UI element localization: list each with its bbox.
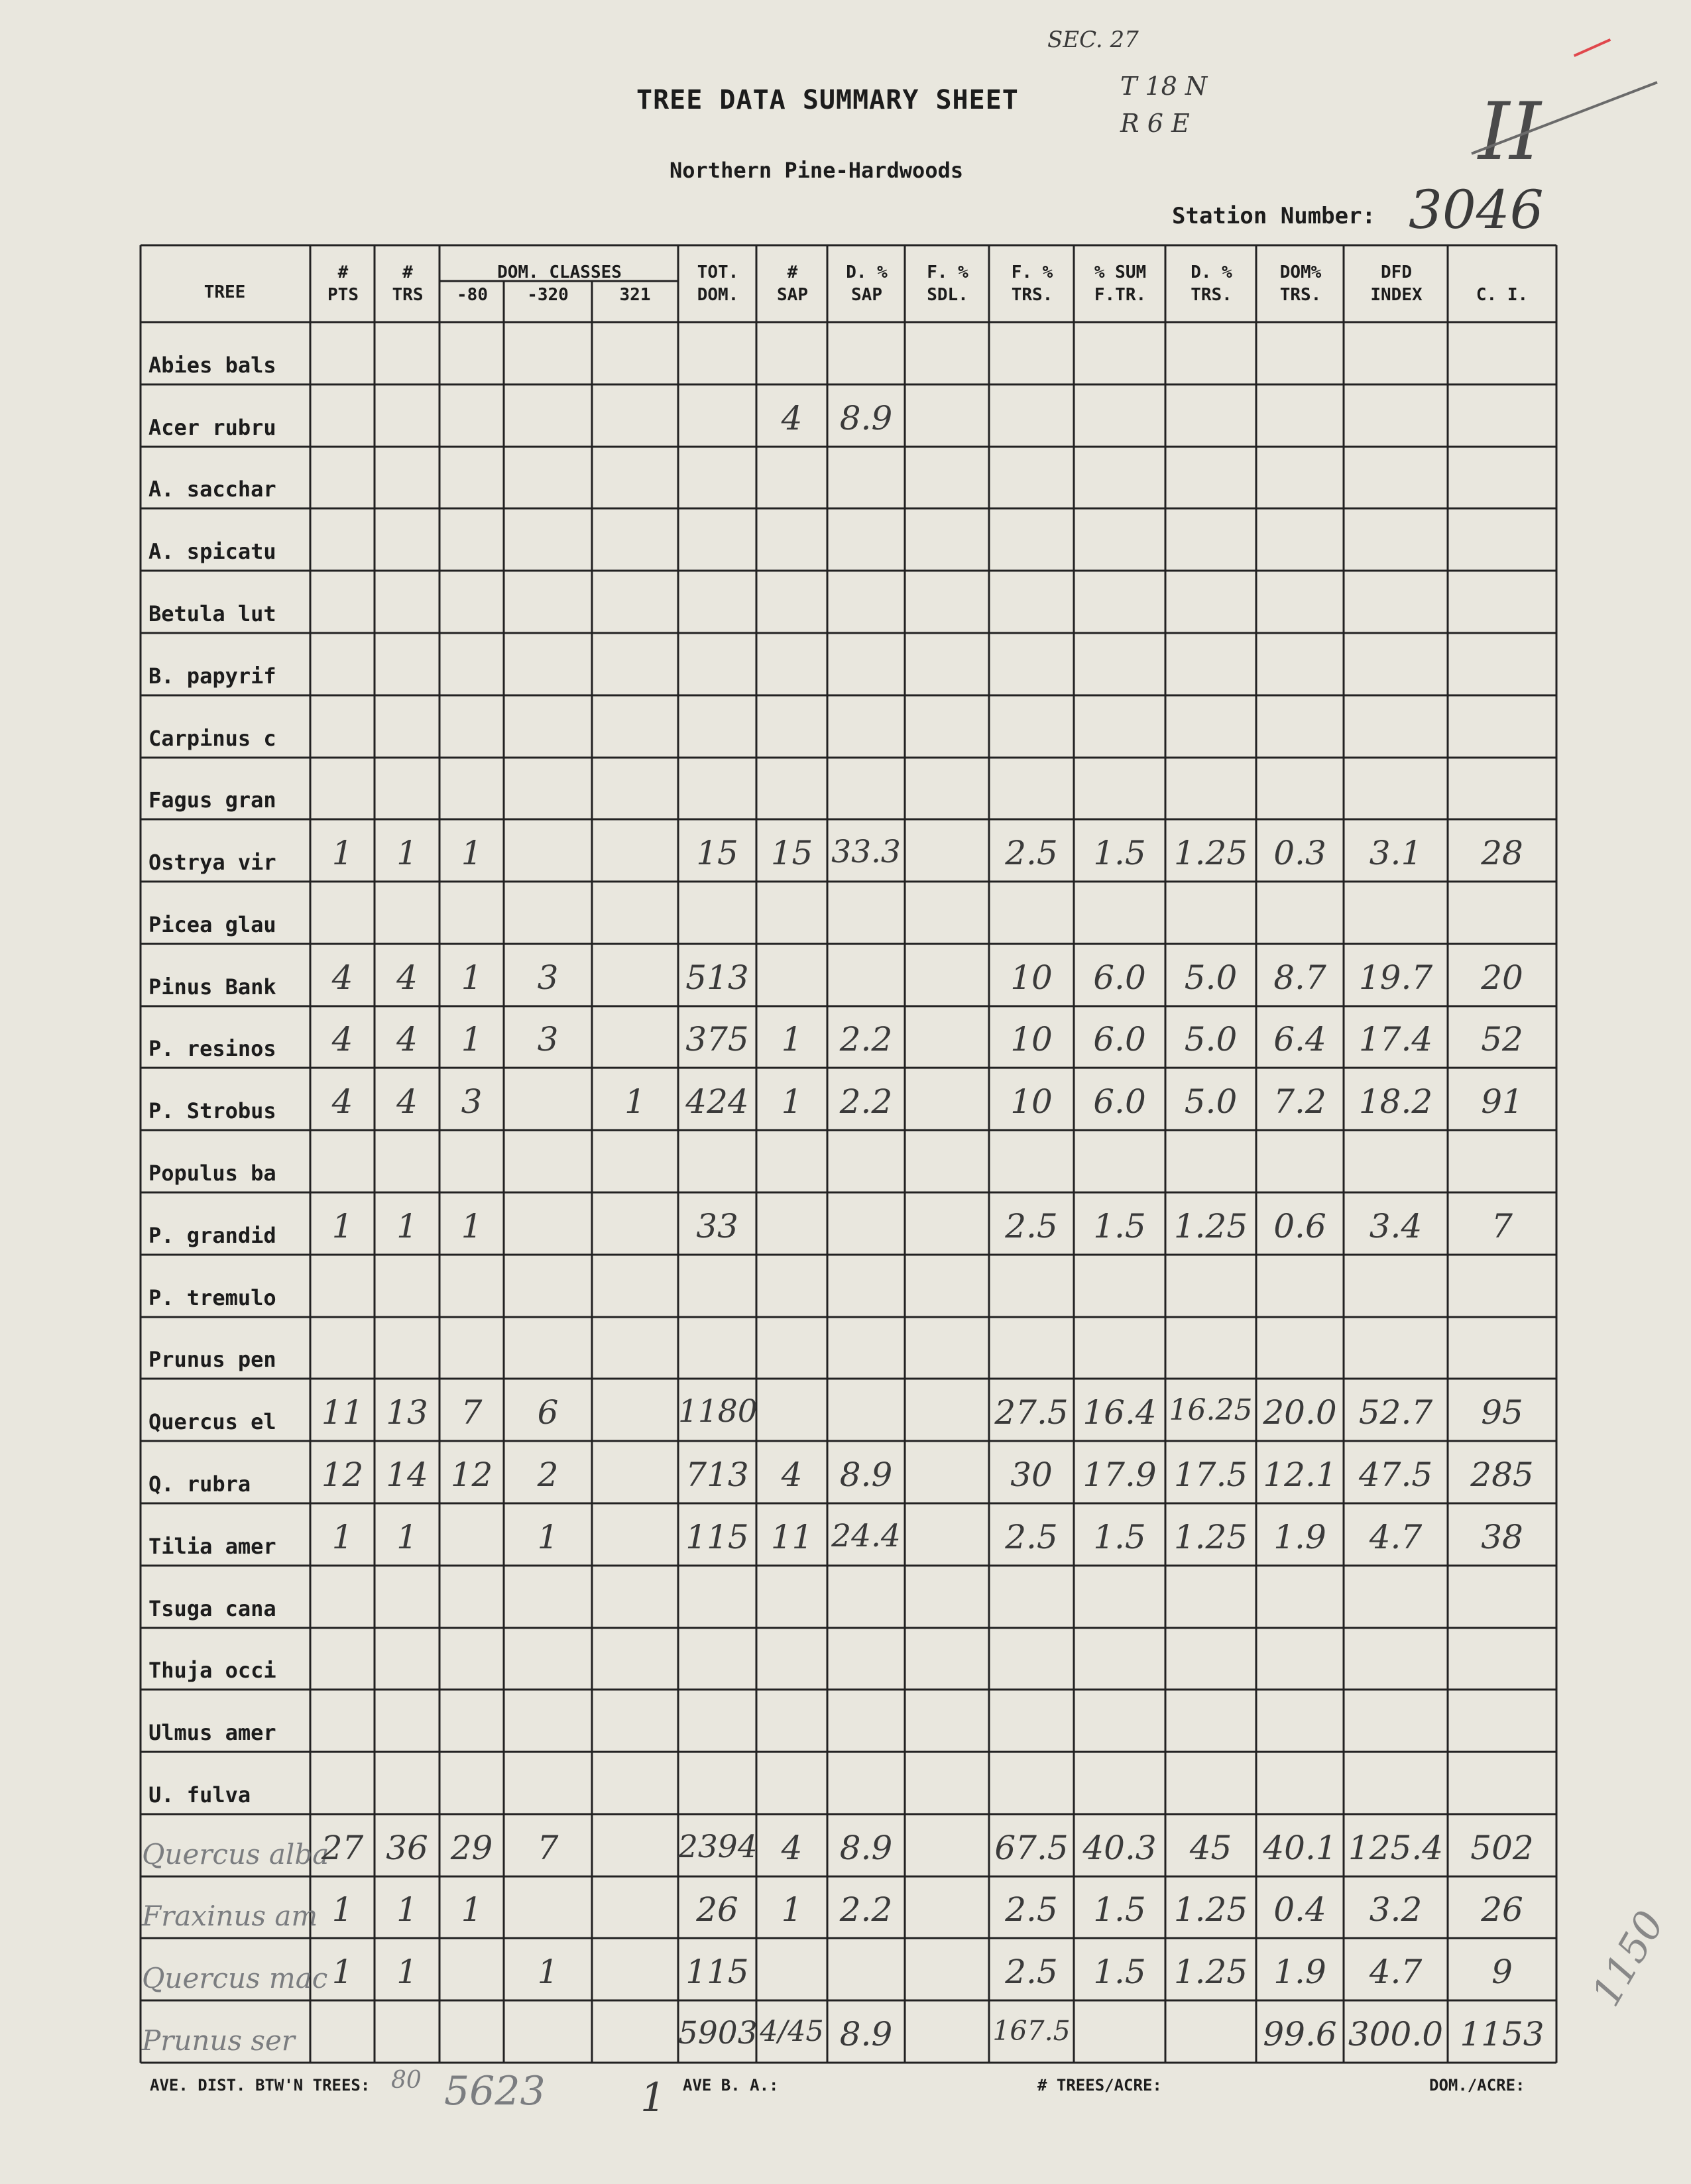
table-cell: 1.5 — [1093, 1206, 1146, 1245]
table-cell: 30 — [1010, 1455, 1053, 1494]
table-cell: 12 — [321, 1455, 364, 1494]
col-header-dfd-index: DFD INDEX — [1370, 262, 1423, 305]
table-cell: 16.4 — [1082, 1393, 1157, 1432]
table-cell: 1 — [461, 834, 483, 873]
tree-name: Abies bals — [148, 352, 276, 378]
table-cell: 1 — [331, 1890, 353, 1929]
table-cell: 10 — [1010, 1082, 1053, 1121]
table-cell: 4 — [781, 398, 803, 437]
table-cell: 4.7 — [1369, 1953, 1423, 1992]
table-cell: 2.5 — [1005, 1890, 1058, 1929]
table-cell: 40.1 — [1263, 1828, 1337, 1867]
tree-name: Tilia amer — [148, 1533, 276, 1559]
table-cell: 1 — [461, 958, 483, 997]
table-cell: 15 — [770, 834, 813, 873]
table-cell: 6.0 — [1093, 1082, 1146, 1121]
table-cell: 11 — [770, 1517, 813, 1556]
table-cell: 13 — [386, 1393, 428, 1432]
tree-name: B. papyrif — [148, 663, 276, 689]
table-cell: 8.9 — [839, 1828, 893, 1867]
tree-name: Betula lut — [148, 601, 276, 626]
table-cell: 1 — [396, 1517, 418, 1556]
table-cell: 27 — [321, 1828, 364, 1867]
table-cell: 1 — [781, 1082, 803, 1121]
table-cell: 17.4 — [1358, 1020, 1433, 1059]
col-header-dom-320: -320 — [527, 285, 569, 305]
township-note: T 18 N — [1120, 72, 1208, 101]
table-cell: 1.25 — [1173, 834, 1248, 873]
table-cell: 1.25 — [1173, 1206, 1248, 1245]
table-cell: 1 — [396, 1206, 418, 1245]
table-cell: 1 — [624, 1082, 646, 1121]
table-cell: 3.4 — [1369, 1206, 1423, 1245]
table-cell: 7 — [537, 1828, 559, 1867]
table-cell: 33.3 — [831, 834, 901, 871]
tree-name: Populus ba — [148, 1161, 276, 1186]
table-cell: 375 — [685, 1020, 749, 1059]
table-cell: 2.5 — [1005, 1953, 1058, 1992]
col-header-d-sap: D. % SAP — [846, 262, 888, 305]
table-cell: 15 — [696, 834, 738, 873]
table-cell: 4 — [781, 1455, 803, 1494]
table-cell: 29 — [450, 1828, 493, 1867]
table-cell: 6.0 — [1093, 958, 1146, 997]
table-cell: 33 — [696, 1206, 738, 1245]
table-cell: 99.6 — [1263, 2015, 1337, 2053]
table-cell: 28 — [1481, 834, 1523, 873]
table-cell: 20 — [1481, 958, 1523, 997]
tree-name: Fraxinus am — [142, 1900, 318, 1933]
col-header-d-trs: D. % TRS. — [1191, 262, 1232, 305]
margin-note: 1150 — [1582, 1903, 1674, 2014]
table-cell: 1 — [537, 1517, 559, 1556]
table-cell: 1 — [331, 1517, 353, 1556]
tree-name: U. fulva — [148, 1782, 251, 1808]
table-cell: 502 — [1470, 1828, 1534, 1867]
ave-dist-label: AVE. DIST. BTW'N TREES: — [150, 2076, 371, 2095]
table-cell: 1 — [331, 1953, 353, 1992]
table-cell: 24.4 — [831, 1517, 901, 1554]
page-title: TREE DATA SUMMARY SHEET — [636, 85, 1019, 115]
table-cell: 18.2 — [1358, 1082, 1433, 1121]
col-header-dom-classes: DOM. CLASSES — [497, 262, 622, 282]
tree-name: Q. rubra — [148, 1471, 251, 1497]
table-cell: 10 — [1010, 1020, 1053, 1059]
table-cell: 26 — [1481, 1890, 1523, 1929]
table-cell: 0.4 — [1273, 1890, 1326, 1929]
ave-dist-prefix: 80 — [391, 2067, 422, 2094]
table-cell: 285 — [1470, 1455, 1534, 1494]
table-cell: 40.3 — [1082, 1828, 1157, 1867]
tree-name: Tsuga cana — [148, 1595, 276, 1621]
col-header-dom-321: 321 — [619, 285, 651, 305]
table-cell: 67.5 — [994, 1828, 1069, 1867]
table-cell: 3 — [537, 958, 559, 997]
tree-name: P. tremulo — [148, 1285, 276, 1310]
col-header-f-trs: F. % TRS. — [1011, 262, 1053, 305]
ave-ba-label: AVE B. A.: — [683, 2076, 779, 2095]
table-cell: 3 — [461, 1082, 483, 1121]
table-cell: 1 — [461, 1020, 483, 1059]
table-cell: 513 — [685, 958, 749, 997]
col-header-sap: # SAP — [777, 262, 808, 305]
tree-name: Carpinus c — [148, 725, 276, 751]
table-cell: 1.9 — [1273, 1517, 1326, 1556]
stray-pen-mark: 1 — [640, 2075, 666, 2121]
table-cell: 1 — [781, 1890, 803, 1929]
trees-per-acre-label: # TREES/ACRE: — [1037, 2076, 1162, 2095]
table-cell: 8.9 — [839, 2015, 893, 2053]
table-cell: 27.5 — [994, 1393, 1069, 1432]
tree-name: Prunus ser — [142, 2024, 295, 2057]
table-cell: 2.5 — [1005, 834, 1058, 873]
table-cell: 12 — [450, 1455, 493, 1494]
tree-name: Ulmus amer — [148, 1720, 276, 1746]
table-cell: 1.25 — [1173, 1890, 1248, 1929]
table-cell: 300.0 — [1348, 2015, 1444, 2053]
table-cell: 0.3 — [1273, 834, 1326, 873]
col-header-trs: # TRS — [392, 262, 424, 305]
col-header-tot-dom: TOT. DOM. — [697, 262, 739, 305]
table-cell: 8.9 — [839, 1455, 893, 1494]
table-cell: 14 — [386, 1455, 428, 1494]
table-cell: 5.0 — [1184, 1082, 1238, 1121]
table-cell: 12.1 — [1263, 1455, 1337, 1494]
table-cell: 2.5 — [1005, 1517, 1058, 1556]
table-cell: 1.9 — [1273, 1953, 1326, 1992]
table-cell: 19.7 — [1358, 958, 1433, 997]
col-header-pts: # PTS — [327, 262, 359, 305]
tree-name: Pinus Bank — [148, 974, 276, 1000]
table-cell: 713 — [685, 1455, 749, 1494]
table-cell: 7 — [1491, 1206, 1513, 1245]
roman-numeral-note: II — [1478, 86, 1541, 178]
table-cell: 1 — [331, 1206, 353, 1245]
table-cell: 8.9 — [839, 398, 893, 437]
table-cell: 5.0 — [1184, 958, 1238, 997]
table-cell: 3 — [537, 1020, 559, 1059]
table-cell: 6.0 — [1093, 1020, 1146, 1059]
table-cell: 1 — [396, 834, 418, 873]
table-cell: 1 — [396, 1890, 418, 1929]
col-header-sum-ftr: % SUM F.TR. — [1094, 262, 1147, 305]
table-cell: 1.25 — [1173, 1517, 1248, 1556]
table-cell: 0.6 — [1273, 1206, 1326, 1245]
table-cell: 1.25 — [1173, 1953, 1248, 1992]
tree-name: Quercus alba — [142, 1837, 329, 1870]
table-cell: 3.2 — [1369, 1890, 1423, 1929]
table-cell: 47.5 — [1358, 1455, 1433, 1494]
table-cell: 2394 — [678, 1828, 758, 1865]
ave-dist-value: 5623 — [444, 2068, 546, 2114]
tree-name: Acer rubru — [148, 414, 276, 440]
table-cell: 1 — [537, 1953, 559, 1992]
table-cell: 5903 — [678, 2015, 758, 2051]
table-cell: 5.0 — [1184, 1020, 1238, 1059]
tree-name: A. spicatu — [148, 539, 276, 565]
table-cell: 4.7 — [1369, 1517, 1423, 1556]
tree-name: Fagus gran — [148, 787, 276, 813]
range-note: R 6 E — [1120, 109, 1190, 138]
page-subtitle: Northern Pine-Hardwoods — [670, 158, 964, 183]
table-cell: 36 — [386, 1828, 428, 1867]
tree-name: Quercus el — [148, 1409, 276, 1435]
table-cell: 4 — [331, 1020, 353, 1059]
table-cell: 11 — [321, 1393, 364, 1432]
table-cell: 1.5 — [1093, 1953, 1146, 1992]
table-cell: 2.5 — [1005, 1206, 1058, 1245]
station-number-label: Station Number: — [1172, 203, 1376, 229]
table-cell: 4 — [396, 1082, 418, 1121]
tree-name: P. resinos — [148, 1036, 276, 1062]
table-cell: 10 — [1010, 958, 1053, 997]
table-cell: 424 — [685, 1082, 749, 1121]
col-header-dom-80: -80 — [457, 285, 488, 305]
table-cell: 1153 — [1460, 2015, 1545, 2053]
table-cell: 17.9 — [1082, 1455, 1157, 1494]
table-cell: 115 — [685, 1517, 749, 1556]
table-cell: 2 — [537, 1455, 559, 1494]
col-header-tree: TREE — [204, 282, 246, 302]
table-cell: 4 — [331, 1082, 353, 1121]
table-cell: 9 — [1491, 1953, 1513, 1992]
table-cell: 3.1 — [1369, 834, 1423, 873]
table-cell: 4/45 — [760, 2015, 824, 2048]
table-cell: 6.4 — [1273, 1020, 1326, 1059]
table-cell: 7.2 — [1273, 1082, 1326, 1121]
section-note: SEC. 27 — [1047, 27, 1139, 53]
tree-name: P. Strobus — [148, 1098, 276, 1124]
tree-name: Ostrya vir — [148, 850, 276, 876]
tree-name: Prunus pen — [148, 1347, 276, 1373]
table-cell: 45 — [1189, 1828, 1232, 1867]
table-cell: 52 — [1481, 1020, 1523, 1059]
table-cell: 4 — [396, 958, 418, 997]
table-cell: 6 — [537, 1393, 559, 1432]
tree-name: A. sacchar — [148, 477, 276, 502]
table-cell: 1180 — [678, 1393, 758, 1430]
table-cell: 1 — [461, 1890, 483, 1929]
table-cell: 7 — [461, 1393, 483, 1432]
col-header-ci: C. I. — [1476, 285, 1529, 305]
table-cell: 167.5 — [992, 2015, 1071, 2047]
table-cell: 1 — [461, 1206, 483, 1245]
tree-name: P. grandid — [148, 1222, 276, 1248]
table-cell: 38 — [1481, 1517, 1523, 1556]
table-cell: 125.4 — [1348, 1828, 1444, 1867]
table-cell: 8.7 — [1273, 958, 1326, 997]
table-cell: 52.7 — [1358, 1393, 1433, 1432]
table-cell: 1 — [781, 1020, 803, 1059]
table-cell: 4 — [781, 1828, 803, 1867]
dom-per-acre-label: DOM./ACRE: — [1429, 2076, 1525, 2095]
tree-name: Quercus mac — [142, 1962, 328, 1995]
table-cell: 26 — [696, 1890, 738, 1929]
table-cell: 2.2 — [839, 1082, 893, 1121]
table-cell: 1.5 — [1093, 1517, 1146, 1556]
col-header-f-sdl: F. % SDL. — [927, 262, 968, 305]
tree-name: Thuja occi — [148, 1658, 276, 1684]
table-cell: 1.5 — [1093, 1890, 1146, 1929]
table-cell: 4 — [396, 1020, 418, 1059]
table-cell: 1.5 — [1093, 834, 1146, 873]
table-cell: 2.2 — [839, 1890, 893, 1929]
table-cell: 20.0 — [1263, 1393, 1337, 1432]
table-cell: 16.25 — [1169, 1393, 1253, 1428]
tree-name: Picea glau — [148, 911, 276, 937]
table-cell: 91 — [1481, 1082, 1523, 1121]
col-header-dom-trs: DOM% TRS. — [1279, 262, 1322, 305]
table-cell: 95 — [1481, 1393, 1523, 1432]
table-cell: 2.2 — [839, 1020, 893, 1059]
table-cell: 1 — [396, 1953, 418, 1992]
table-cell: 115 — [685, 1953, 749, 1992]
table-cell: 17.5 — [1173, 1455, 1248, 1494]
table-cell: 1 — [331, 834, 353, 873]
table-cell: 4 — [331, 958, 353, 997]
station-number-value: 3046 — [1409, 179, 1544, 241]
